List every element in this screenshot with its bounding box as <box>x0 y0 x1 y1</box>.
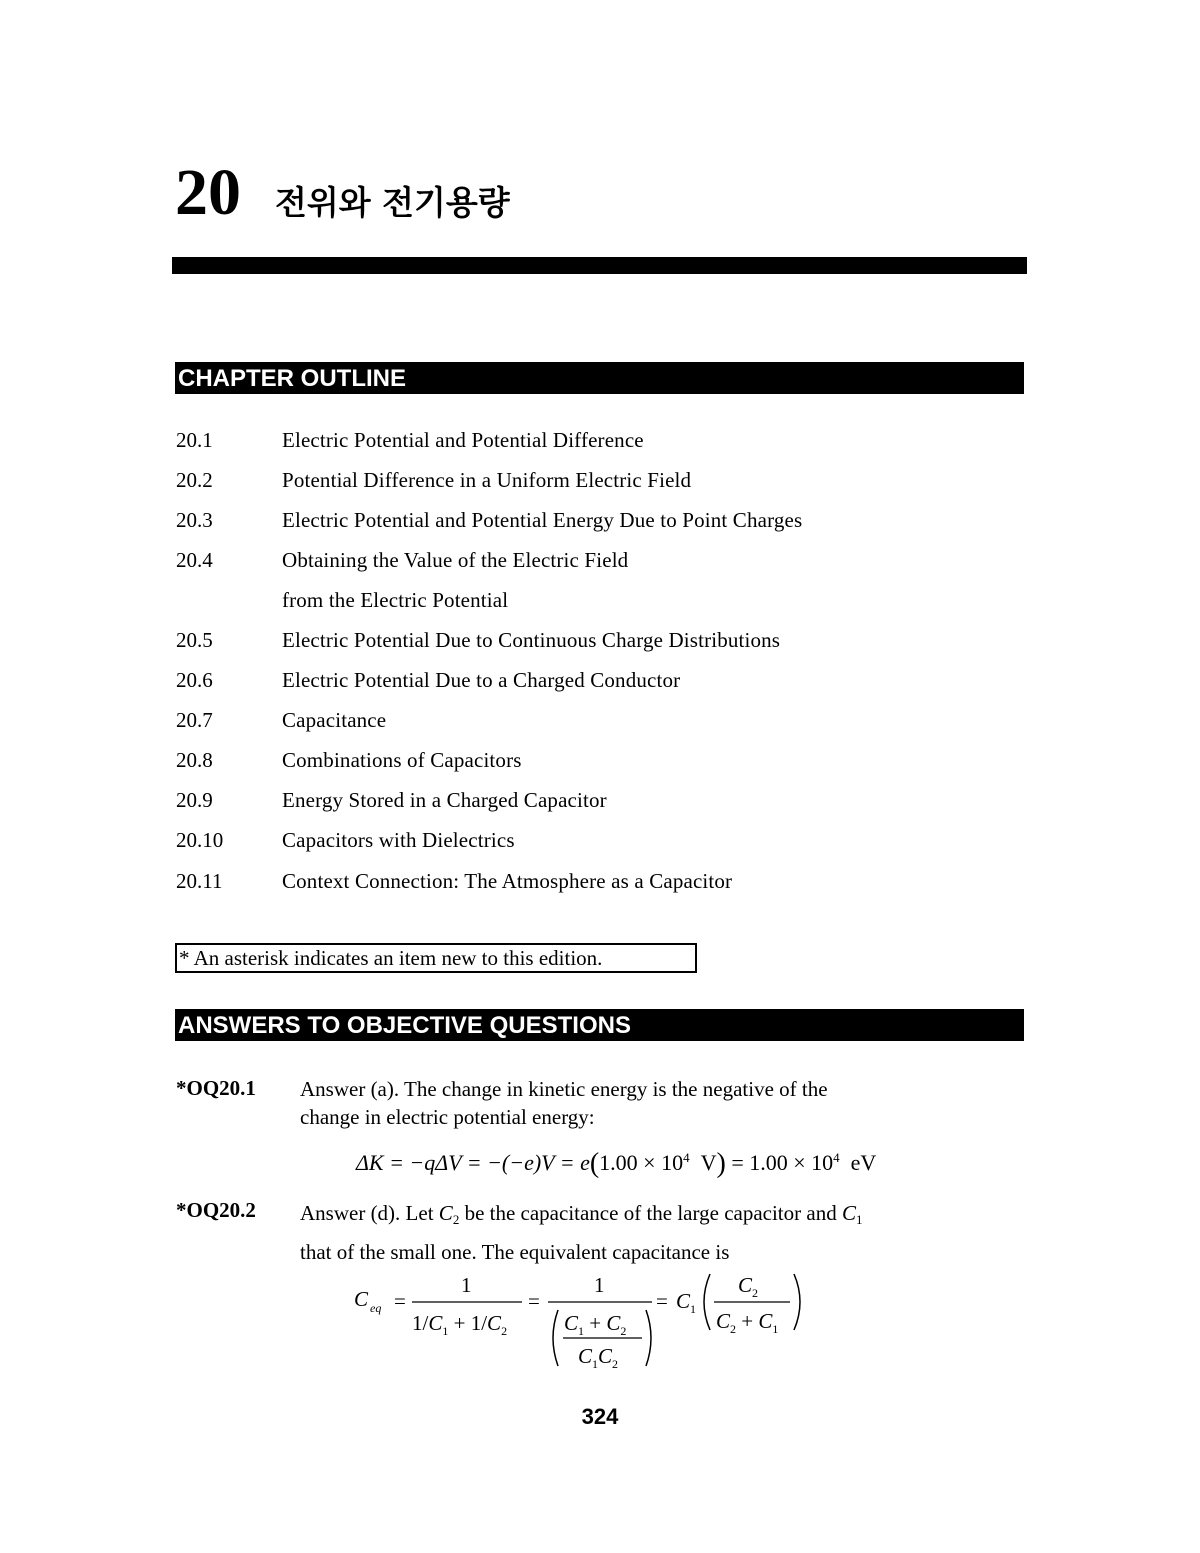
outline-item-title: Energy Stored in a Charged Capacitor <box>282 788 607 813</box>
outline-item-title: Electric Potential Due to Continuous Charge Distributions <box>282 628 781 653</box>
oq2-c1-factor: $C_1$ <box>676 1289 697 1316</box>
outline-item-number: 20.8 <box>176 748 213 773</box>
oq1-line2: change in electric potential energy: <box>300 1105 595 1129</box>
outline-item-number: 20.10 <box>176 828 224 853</box>
oq2-frac1-den: $1/C_1 + 1/C_2$ <box>412 1311 508 1338</box>
oq1-equation: $\Delta K = -q\Delta V = -(-e)V = e(1.00 \times 10^4$ $V) = 1.00 \times 10^4$ eV <box>356 1148 877 1179</box>
outline-item <box>176 821 802 861</box>
outline-item <box>176 580 802 620</box>
oq2-right-paren <box>646 1310 651 1366</box>
oq2-frac3-num: $C_2$ <box>738 1273 759 1300</box>
outline-item <box>176 620 802 660</box>
outline-item <box>176 500 802 540</box>
oq2-ceq: C <box>354 1287 369 1311</box>
oq2-eq-sign3: = <box>656 1289 668 1313</box>
outline-item-number: 20.7 <box>176 708 213 733</box>
outline-item-title: Electric Potential Due to a Charged Conductor <box>282 668 681 693</box>
outline-item-title: Context Connection: The Atmosphere as a Capacitor <box>282 868 733 893</box>
outline-item-number: 20.4 <box>176 547 213 572</box>
oq2-line1: Answer (d). Let $C_2$ be the capacitance of the large capacitor and $C_1$ <box>300 1201 863 1227</box>
oq2-frac2-inner-num: $C_1 + C_2$ <box>564 1311 627 1338</box>
outline-item <box>176 420 802 460</box>
outline-item-title: Electric Potential and Potential Difference <box>282 427 644 452</box>
outline-item <box>176 540 802 580</box>
oq2-left-paren <box>553 1310 558 1366</box>
oq1-eq-unit2: eV <box>850 1150 877 1175</box>
heading-rule <box>172 257 1027 274</box>
answers-heading: ANSWERS TO OBJECTIVE QUESTIONS <box>175 1009 1024 1041</box>
outline-item-title: Electric Potential and Potential Energy Due to Point Charges <box>282 507 803 532</box>
oq2-label: *OQ20.2 <box>176 1198 256 1222</box>
outline-item-title: Capacitance <box>282 708 387 733</box>
chapter-title: 전위와 전기용량 <box>275 183 510 222</box>
oq1-line1: Answer (a). The change in kinetic energy is the negative of the <box>300 1077 828 1101</box>
outline-item-title: from the Electric Potential <box>282 587 509 612</box>
page-number: 324 <box>581 1404 619 1429</box>
outline-item <box>176 460 802 500</box>
asterisk-note: * An asterisk indicates an item new to this edition. <box>175 943 697 973</box>
oq2-line2: that of the small one. The equivalent capacitance is <box>300 1240 730 1264</box>
outline-item <box>176 861 802 901</box>
outline-item-number: 20.11 <box>176 868 223 893</box>
outline-item-number: 20.2 <box>176 467 213 492</box>
oq2-outer-right-paren <box>794 1274 800 1330</box>
oq2-frac2-num: 1 <box>594 1273 605 1297</box>
outline-item-title: Capacitors with Dielectrics <box>282 828 515 853</box>
oq1-eq-unit1: V <box>700 1150 717 1175</box>
chapter-heading <box>175 156 510 229</box>
outline-item <box>176 701 802 741</box>
chapter-number: 20 <box>175 156 241 229</box>
oq2-frac3-den: $C_2 + C_1$ <box>716 1309 779 1336</box>
oq2-ceq-sub: eq <box>370 1301 382 1315</box>
outline-item-title: Potential Difference in a Uniform Electric Field <box>282 467 692 492</box>
oq2-frac2-inner-den: $C_1C_2$ <box>578 1344 619 1371</box>
outline-item <box>176 741 802 781</box>
oq1-label: *OQ20.1 <box>176 1076 256 1100</box>
oq2-frac1-num: 1 <box>461 1273 472 1297</box>
oq1-eq-result-exponent: 4 <box>833 1150 840 1165</box>
outline-item <box>176 781 802 821</box>
oq2-eq-sign2: = <box>528 1289 540 1313</box>
oq2-text <box>300 1197 1020 1268</box>
oq2-eq-sign1: = <box>394 1289 406 1313</box>
outline-item-title: Obtaining the Value of the Electric Field <box>282 547 629 572</box>
outline-item-number: 20.5 <box>176 628 213 653</box>
outline-item-number: 20.3 <box>176 507 213 532</box>
outline-item-number: 20.9 <box>176 788 213 813</box>
chapter-outline-list <box>176 420 802 901</box>
outline-item-number: 20.6 <box>176 668 213 693</box>
oq2-equation <box>350 1266 810 1376</box>
oq1-eq-lhs: ΔK = −qΔV = −(−e)V = e <box>356 1150 590 1175</box>
oq2-outer-left-paren <box>704 1274 710 1330</box>
outline-item-title: Combinations of Capacitors <box>282 748 522 773</box>
oq1-eq-mantissa: 1.00 × 10 <box>599 1150 684 1175</box>
outline-item-number: 20.1 <box>176 427 213 452</box>
oq1-text <box>300 1075 1020 1131</box>
outline-item <box>176 661 802 701</box>
chapter-outline-heading: CHAPTER OUTLINE <box>175 362 1024 394</box>
oq1-eq-result: = 1.00 × 10 <box>731 1150 834 1175</box>
oq1-eq-exponent: 4 <box>683 1150 690 1165</box>
